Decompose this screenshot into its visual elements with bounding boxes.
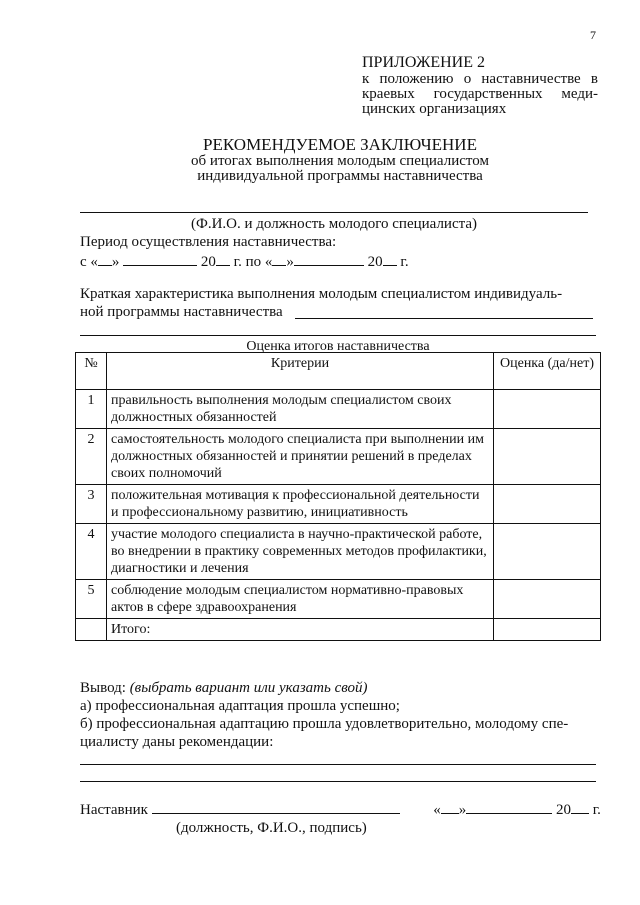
period-line	[80, 252, 409, 271]
row-score-field[interactable]	[494, 485, 601, 524]
period-to-day-field[interactable]	[272, 252, 286, 266]
row-num: 2	[76, 429, 107, 485]
row-criterion: самостоятельность молодого специалиста при выполнении им должностных обязанностей и принятии решений в пределах своих полномочий	[107, 429, 494, 485]
appendix-line-2: краевых государственных меди-	[362, 86, 598, 102]
header-score: Оценка (да/нет)	[494, 353, 601, 390]
total-num-cell	[76, 619, 107, 641]
period-g-end: г.	[400, 254, 409, 270]
total-score-field[interactable]	[494, 619, 601, 641]
period-g-po: г. по «	[233, 254, 273, 270]
appendix-line-3: цинских организациях	[362, 101, 507, 117]
mentor-caption: (должность, Ф.И.О., подпись)	[176, 820, 367, 836]
row-num: 4	[76, 524, 107, 580]
appendix-block	[362, 55, 598, 117]
fio-signature-line[interactable]	[80, 212, 588, 213]
conclusion-hint: (выбрать вариант или указать свой)	[129, 680, 368, 696]
table-row	[76, 390, 601, 429]
period-from-prefix: с «	[80, 254, 98, 270]
conclusion-option-a: а) профессиональная адаптация прошла успешно;	[80, 698, 400, 714]
characteristics-fill-line-2[interactable]	[80, 335, 596, 336]
mentor-month-field[interactable]	[466, 800, 552, 814]
header-num: №	[76, 353, 107, 390]
document-title: РЕКОМЕНДУЕМОЕ ЗАКЛЮЧЕНИЕ	[203, 135, 477, 154]
period-year2: 20	[367, 254, 383, 270]
row-num: 5	[76, 580, 107, 619]
appendix-title: ПРИЛОЖЕНИЕ 2	[362, 54, 486, 71]
row-criterion: положительная мотивация к профессиональной деятельности и профессиональному развитию, инициативность	[107, 485, 494, 524]
table-header-row	[76, 353, 601, 390]
period-to-month-field[interactable]	[294, 252, 364, 266]
conclusion-option-b-line-1: б) профессиональная адаптацию прошла удовлетворительно, молодому спе-	[80, 716, 569, 732]
conclusion-option-b-line-2: циалисту даны рекомендации:	[80, 734, 274, 750]
appendix-line-1: к положению о наставничестве в	[362, 71, 598, 87]
header-criteria: Критерии	[107, 353, 494, 390]
row-num: 1	[76, 390, 107, 429]
period-year1-field[interactable]	[216, 252, 230, 266]
conclusion-heading	[80, 680, 368, 697]
table-row	[76, 429, 601, 485]
table-row	[76, 524, 601, 580]
period-label: Период осуществления наставничества:	[80, 234, 337, 250]
document-subtitle-2: индивидуальной программы наставничества	[197, 168, 483, 184]
characteristics-line-1: Краткая характеристика выполнения молодым специалистом индивидуаль-	[80, 286, 563, 302]
table-total-row	[76, 619, 601, 641]
mentor-year: 20	[555, 802, 571, 818]
conclusion-label: Вывод:	[80, 680, 126, 696]
fio-caption: (Ф.И.О. и должность молодого специалиста)	[190, 216, 478, 232]
table-caption: Оценка итогов наставничества	[246, 339, 430, 354]
mentor-date-close: »	[458, 802, 467, 818]
table-row	[76, 580, 601, 619]
table-row	[76, 485, 601, 524]
characteristics-line-2: ной программы наставничества	[80, 304, 283, 320]
period-year2-field[interactable]	[383, 252, 397, 266]
row-num: 3	[76, 485, 107, 524]
mentor-date-open: «	[433, 802, 441, 818]
row-score-field[interactable]	[494, 390, 601, 429]
characteristics-fill-line-1[interactable]	[295, 318, 593, 319]
period-from-day-field[interactable]	[98, 252, 112, 266]
row-criterion: соблюдение молодым специалистом нормативно-правовых актов в сфере здравоохранения	[107, 580, 494, 619]
row-score-field[interactable]	[494, 580, 601, 619]
period-year1: 20	[200, 254, 216, 270]
document-title-block	[80, 137, 600, 184]
recommendations-line-2[interactable]	[80, 781, 596, 782]
page-number: 7	[590, 28, 596, 42]
period-to-close: »	[286, 254, 294, 270]
mentor-day-field[interactable]	[441, 800, 459, 814]
mentor-g: г.	[592, 802, 601, 818]
row-criterion: участие молодого специалиста в научно-практической работе, во внедрении в практику современных методов профилактики, диагностики и лечения	[107, 524, 494, 580]
recommendations-line-1[interactable]	[80, 764, 596, 765]
mentor-signature-field[interactable]	[152, 800, 400, 814]
period-from-month-field[interactable]	[123, 252, 197, 266]
criteria-table	[75, 352, 601, 641]
period-from-close: »	[111, 254, 120, 270]
mentor-line	[80, 800, 601, 819]
row-criterion: правильность выполнения молодым специалистом своих должностных обязанностей	[107, 390, 494, 429]
mentor-label: Наставник	[80, 802, 148, 818]
total-label: Итого:	[107, 619, 494, 641]
document-subtitle-1: об итогах выполнения молодым специалистом	[191, 153, 489, 169]
row-score-field[interactable]	[494, 429, 601, 485]
mentor-year-field[interactable]	[571, 800, 589, 814]
row-score-field[interactable]	[494, 524, 601, 580]
